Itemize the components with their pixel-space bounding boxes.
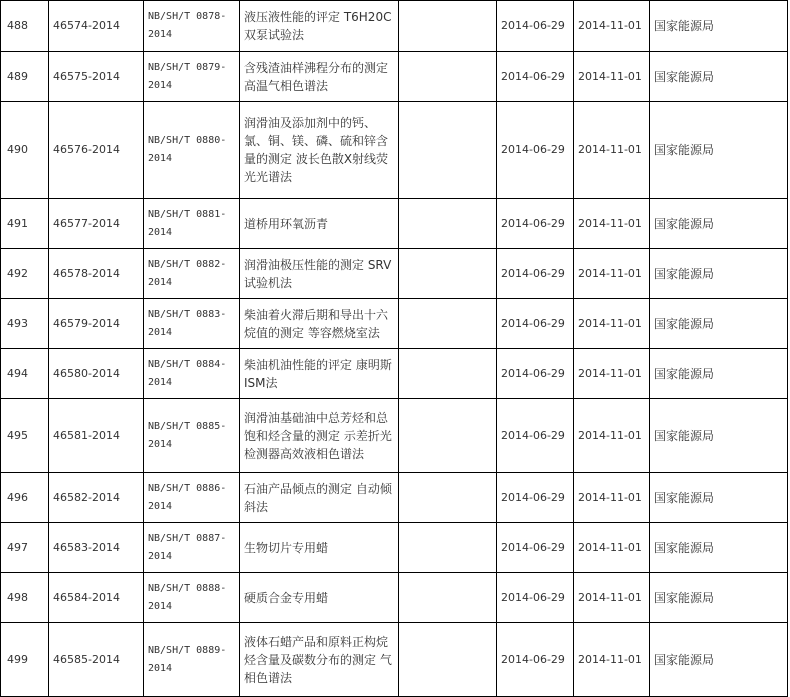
effective-date: 2014-11-01 (574, 573, 650, 623)
row-number: 494 (1, 349, 49, 399)
plan-number: 46585-2014 (49, 623, 144, 697)
approval-date: 2014-06-29 (497, 52, 574, 102)
plan-number: 46581-2014 (49, 399, 144, 473)
empty-cell (399, 52, 497, 102)
table-row (1, 349, 788, 399)
approval-date: 2014-06-29 (497, 102, 574, 199)
row-number: 496 (1, 473, 49, 523)
empty-cell (399, 523, 497, 573)
approving-authority: 国家能源局 (650, 102, 788, 199)
table-row (1, 299, 788, 349)
row-number: 499 (1, 623, 49, 697)
empty-cell (399, 623, 497, 697)
approving-authority: 国家能源局 (650, 623, 788, 697)
standard-number: NB/SH/T 0885-2014 (144, 399, 240, 473)
standard-number: NB/SH/T 0888-2014 (144, 573, 240, 623)
approval-date: 2014-06-29 (497, 1, 574, 52)
effective-date: 2014-11-01 (574, 473, 650, 523)
standard-name: 硬质合金专用蜡 (240, 573, 399, 623)
standard-number: NB/SH/T 0883-2014 (144, 299, 240, 349)
standard-number: NB/SH/T 0879-2014 (144, 52, 240, 102)
empty-cell (399, 573, 497, 623)
table-row (1, 102, 788, 199)
standard-number: NB/SH/T 0880-2014 (144, 102, 240, 199)
empty-cell (399, 102, 497, 199)
approval-date: 2014-06-29 (497, 623, 574, 697)
approving-authority: 国家能源局 (650, 249, 788, 299)
empty-cell (399, 473, 497, 523)
approval-date: 2014-06-29 (497, 349, 574, 399)
standard-name: 石油产品倾点的测定 自动倾斜法 (240, 473, 399, 523)
plan-number: 46584-2014 (49, 573, 144, 623)
table-row (1, 199, 788, 249)
effective-date: 2014-11-01 (574, 199, 650, 249)
row-number: 491 (1, 199, 49, 249)
plan-number: 46582-2014 (49, 473, 144, 523)
effective-date: 2014-11-01 (574, 52, 650, 102)
standard-name: 液压液性能的评定 T6H20C双泵试验法 (240, 1, 399, 52)
table-row (1, 523, 788, 573)
approving-authority: 国家能源局 (650, 52, 788, 102)
standard-name: 柴油着火滞后期和导出十六烷值的测定 等容燃烧室法 (240, 299, 399, 349)
effective-date: 2014-11-01 (574, 349, 650, 399)
standard-number: NB/SH/T 0882-2014 (144, 249, 240, 299)
table-row (1, 52, 788, 102)
effective-date: 2014-11-01 (574, 623, 650, 697)
approval-date: 2014-06-29 (497, 399, 574, 473)
row-number: 488 (1, 1, 49, 52)
approving-authority: 国家能源局 (650, 473, 788, 523)
standard-name: 生物切片专用蜡 (240, 523, 399, 573)
empty-cell (399, 399, 497, 473)
approval-date: 2014-06-29 (497, 523, 574, 573)
standard-name: 润滑油基础油中总芳烃和总饱和烃含量的测定 示差折光检测器高效液相色谱法 (240, 399, 399, 473)
approving-authority: 国家能源局 (650, 349, 788, 399)
approving-authority: 国家能源局 (650, 573, 788, 623)
plan-number: 46578-2014 (49, 249, 144, 299)
plan-number: 46575-2014 (49, 52, 144, 102)
row-number: 490 (1, 102, 49, 199)
approving-authority: 国家能源局 (650, 523, 788, 573)
approval-date: 2014-06-29 (497, 473, 574, 523)
table-row (1, 1, 788, 52)
standard-number: NB/SH/T 0889-2014 (144, 623, 240, 697)
table-row (1, 473, 788, 523)
standard-number: NB/SH/T 0887-2014 (144, 523, 240, 573)
empty-cell (399, 1, 497, 52)
plan-number: 46577-2014 (49, 199, 144, 249)
plan-number: 46583-2014 (49, 523, 144, 573)
approval-date: 2014-06-29 (497, 299, 574, 349)
standard-name: 润滑油及添加剂中的钙、氯、铜、镁、磷、硫和锌含量的测定 波长色散X射线荧光光谱法 (240, 102, 399, 199)
plan-number: 46574-2014 (49, 1, 144, 52)
plan-number: 46580-2014 (49, 349, 144, 399)
row-number: 492 (1, 249, 49, 299)
standard-number: NB/SH/T 0878-2014 (144, 1, 240, 52)
approval-date: 2014-06-29 (497, 199, 574, 249)
row-number: 497 (1, 523, 49, 573)
plan-number: 46579-2014 (49, 299, 144, 349)
approving-authority: 国家能源局 (650, 399, 788, 473)
effective-date: 2014-11-01 (574, 1, 650, 52)
approving-authority: 国家能源局 (650, 199, 788, 249)
effective-date: 2014-11-01 (574, 399, 650, 473)
standard-name: 液体石蜡产品和原料正构烷烃含量及碳数分布的测定 气相色谱法 (240, 623, 399, 697)
effective-date: 2014-11-01 (574, 249, 650, 299)
standard-number: NB/SH/T 0881-2014 (144, 199, 240, 249)
row-number: 489 (1, 52, 49, 102)
empty-cell (399, 349, 497, 399)
approving-authority: 国家能源局 (650, 299, 788, 349)
empty-cell (399, 199, 497, 249)
effective-date: 2014-11-01 (574, 102, 650, 199)
row-number: 498 (1, 573, 49, 623)
row-number: 495 (1, 399, 49, 473)
standard-name: 含残渣油样沸程分布的测定 高温气相色谱法 (240, 52, 399, 102)
table-row (1, 249, 788, 299)
table-row (1, 573, 788, 623)
empty-cell (399, 299, 497, 349)
table-row (1, 399, 788, 473)
approval-date: 2014-06-29 (497, 573, 574, 623)
standard-name: 润滑油极压性能的测定 SRV试验机法 (240, 249, 399, 299)
effective-date: 2014-11-01 (574, 523, 650, 573)
row-number: 493 (1, 299, 49, 349)
table-body (1, 1, 788, 697)
standard-name: 道桥用环氧沥青 (240, 199, 399, 249)
effective-date: 2014-11-01 (574, 299, 650, 349)
table-row (1, 623, 788, 697)
approving-authority: 国家能源局 (650, 1, 788, 52)
standard-number: NB/SH/T 0886-2014 (144, 473, 240, 523)
approval-date: 2014-06-29 (497, 249, 574, 299)
empty-cell (399, 249, 497, 299)
standard-number: NB/SH/T 0884-2014 (144, 349, 240, 399)
standard-name: 柴油机油性能的评定 康明斯ISM法 (240, 349, 399, 399)
plan-number: 46576-2014 (49, 102, 144, 199)
